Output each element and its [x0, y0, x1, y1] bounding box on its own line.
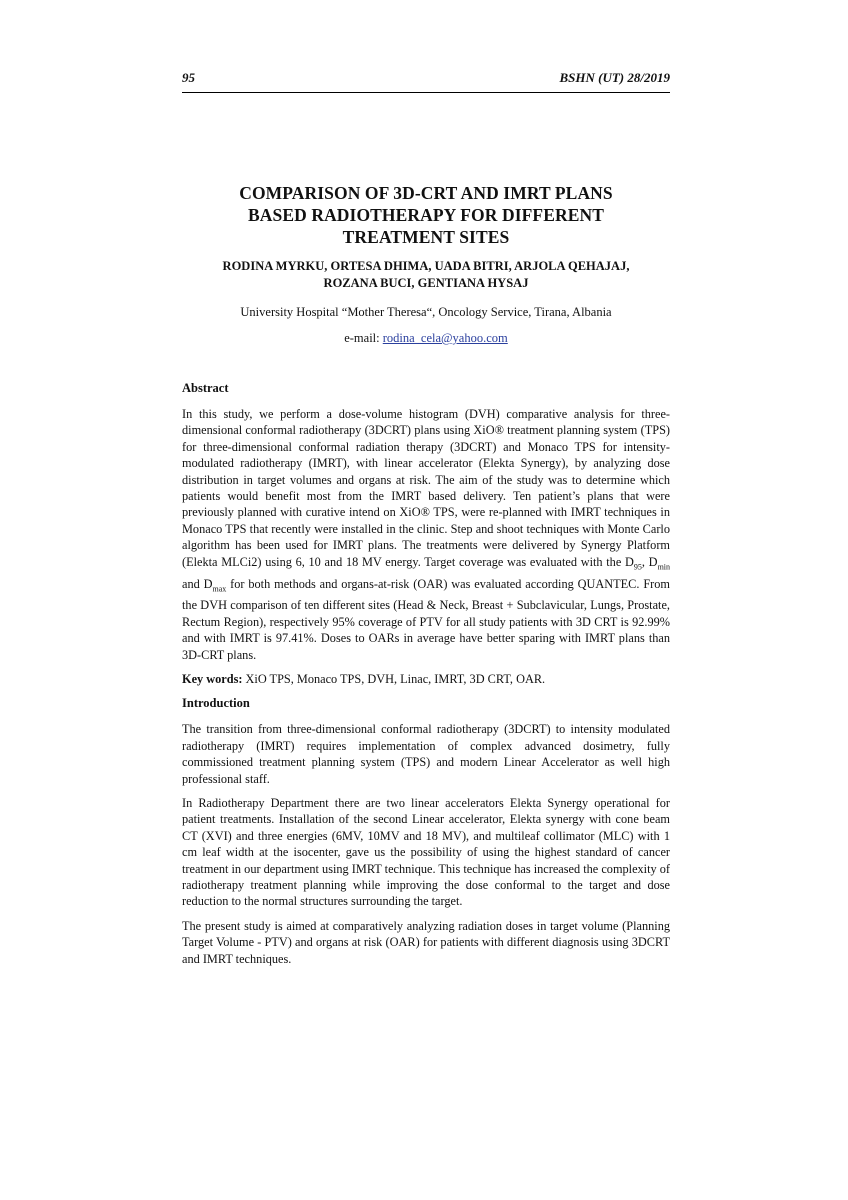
page-number: 95	[182, 70, 195, 85]
title-line: BASED RADIOTHERAPY FOR DIFFERENT	[248, 205, 604, 225]
intro-paragraph: The transition from three-dimensional conformal radiotherapy (3DCRT) to intensity modulated radiotherapy (IMRT) requires implementation of complex advanced dosimetry, fully commissioned treatment planning system (TPS) and modern Linear Accelerator as well high professional staff.	[182, 722, 670, 786]
keywords-text: XiO TPS, Monaco TPS, DVH, Linac, IMRT, 3D CRT, OAR.	[242, 672, 546, 686]
title-line: TREATMENT SITES	[342, 227, 510, 247]
subscript-max: max	[212, 583, 227, 593]
running-header	[182, 70, 670, 93]
intro-paragraph: The present study is aimed at comparatively analyzing radiation doses in target volume (Planning Target Volume - PTV) and organs at risk (OAR) for patients with different diagnosis using 3DCRT and IMRT techniques.	[182, 918, 670, 966]
email-label: e-mail:	[344, 331, 383, 345]
email-link[interactable]: rodina_cela@yahoo.com	[382, 331, 508, 345]
authors-line: RODINA MYRKU, ORTESA DHIMA, UADA BITRI, ARJOLA QEHAJAJ,	[222, 259, 630, 273]
keywords-label: Key words:	[182, 672, 243, 686]
article-content	[182, 182, 670, 967]
abstract-text	[182, 406, 670, 663]
abstract-text-part: and D	[182, 576, 213, 591]
journal-reference: BSHN (UT) 28/2019	[559, 70, 670, 85]
affiliation: University Hospital “Mother Theresa“, Oncology Service, Tirana, Albania	[240, 305, 612, 319]
abstract-text-part: In this study, we perform a dose-volume histogram (DVH) comparative analysis for three-dimensional conformal radiotherapy (3DCRT) plans using XiO® treatment planning system (TPS) for three-dimensional conformal radiation therapy (3DCRT) and Monaco TPS for intensity-modulated radiotherapy (IMRT), with linear accelerator (Elekta Synergy), by analyzing dose distribution in target volumes and organs at risk. The aim of the study was to determine which patients would benefit most from the IMRT based delivery. Ten patient’s plans that were previously planned with curative intend on XiO® TPS, were re-planned with IMRT techniques in Monaco TPS that recently were installed in the clinic. Step and shoot techniques with Monte Carlo algorithm has been used for IMRT plans. The treatments were delivered by Synergy Platform (Elekta MLCi2) using 6, 10 and 18 MV energy. Target coverage was evaluated with the D	[182, 407, 670, 569]
introduction-heading: Introduction	[182, 696, 250, 711]
keywords	[182, 671, 670, 687]
intro-paragraph: In Radiotherapy Department there are two linear accelerators Elekta Synergy operational for patient treatments. Installation of the second Linear accelerator, Elekta synergy with cone beam CT (XVI) and three energies (6MV, 10MV and 18 MV), and multileaf collimator (MLC) with 1 cm leaf width at the isocenter, gave us the possibility of using the highest standard of cancer treatment in our department using IMRT technique. This technique has increased the complexity of radiotherapy treatment planning while improving the dose conformal to the target and dose reduction to the normal structures surrounding the target.	[182, 796, 670, 909]
abstract-text-part: for both methods and organs-at-risk (OAR) was evaluated according QUANTEC. From the DVH comparison of ten different sites (Head & Neck, Breast + Subclavicular, Lungs, Prostate, Rectum Region), respectively 95% coverage of PTV for all study patients with 3D CRT is 92.99% and with IMRT is 97.41%. Doses to OARs in average have better sparing with IMRT plans than 3D-CRT plans.	[182, 576, 670, 662]
article-title	[182, 182, 670, 248]
author-list	[182, 258, 670, 292]
email-line	[182, 330, 670, 346]
authors-line: ROZANA BUCI, GENTIANA HYSAJ	[323, 276, 529, 290]
subscript-min: min	[657, 562, 671, 572]
abstract-text-part: , D	[641, 554, 658, 569]
title-line: COMPARISON OF 3D-CRT AND IMRT PLANS	[239, 183, 613, 203]
abstract-heading: Abstract	[182, 381, 229, 395]
subscript-95: 95	[633, 562, 642, 572]
